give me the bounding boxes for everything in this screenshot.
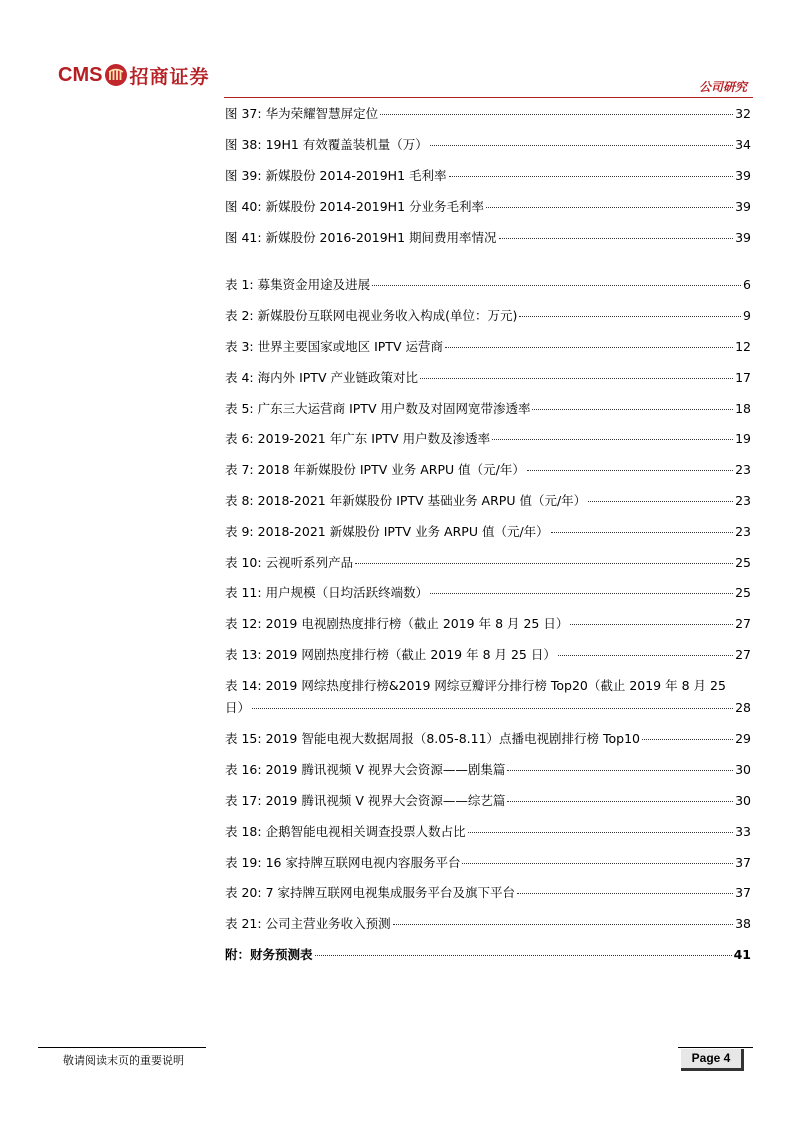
toc-entry-page: 23 bbox=[735, 493, 751, 508]
toc-entry-label: 表 15: 2019 智能电视大数据周报（8.05-8.11）点播电视剧排行榜 Top10 bbox=[225, 731, 640, 746]
toc-entry-label: 表 7: 2018 年新媒股份 IPTV 业务 ARPU 值（元/年） bbox=[225, 462, 525, 477]
toc-entry-label: 表 3: 世界主要国家或地区 IPTV 运营商 bbox=[225, 339, 443, 354]
toc-entry[interactable] bbox=[225, 729, 751, 749]
toc-entry[interactable] bbox=[225, 337, 751, 357]
toc-entry-page: 28 bbox=[735, 700, 751, 715]
dot-leader bbox=[420, 378, 733, 379]
toc-entry-page: 39 bbox=[735, 168, 751, 183]
cms-logo bbox=[58, 60, 209, 90]
toc-entry-label-line2: 日） bbox=[225, 700, 251, 715]
toc-entry-page: 30 bbox=[735, 793, 751, 808]
toc-entry-appendix[interactable] bbox=[225, 945, 751, 965]
dot-leader bbox=[519, 316, 741, 317]
toc-entry-multiline[interactable] bbox=[225, 676, 751, 720]
toc-entry-page: 37 bbox=[735, 855, 751, 870]
toc-entry-label: 表 19: 16 家持牌互联网电视内容服务平台 bbox=[225, 855, 461, 870]
toc-entry-page: 27 bbox=[735, 616, 751, 631]
toc-entry[interactable] bbox=[225, 228, 751, 248]
toc-entry-label: 图 37: 华为荣耀智慧屏定位 bbox=[225, 106, 379, 121]
toc-entry[interactable] bbox=[225, 883, 751, 903]
dot-leader bbox=[372, 285, 741, 286]
dot-leader bbox=[527, 470, 733, 471]
dot-leader bbox=[380, 114, 733, 115]
toc-entry-label: 图 41: 新媒股份 2016-2019H1 期间费用率情况 bbox=[225, 230, 497, 245]
dot-leader bbox=[486, 207, 733, 208]
toc-entry-page: 37 bbox=[735, 885, 751, 900]
page-number-badge: Page 4 bbox=[681, 1049, 744, 1071]
toc-entry-label: 表 5: 广东三大运营商 IPTV 用户数及对固网宽带渗透率 bbox=[225, 401, 531, 416]
toc-entry-label: 表 18: 企鹅智能电视相关调查投票人数占比 bbox=[225, 824, 466, 839]
toc-entry[interactable] bbox=[225, 645, 751, 665]
footer-divider-right bbox=[678, 1047, 753, 1048]
header-divider bbox=[224, 97, 753, 98]
toc-entry[interactable] bbox=[225, 197, 751, 217]
toc-entry[interactable] bbox=[225, 614, 751, 634]
dot-leader bbox=[532, 409, 733, 410]
toc-entry[interactable] bbox=[225, 399, 751, 419]
toc-entry-page: 33 bbox=[735, 824, 751, 839]
toc-entry-page: 39 bbox=[735, 230, 751, 245]
dot-leader bbox=[507, 801, 733, 802]
toc-entry-page: 41 bbox=[733, 947, 751, 962]
dot-leader bbox=[551, 532, 733, 533]
dot-leader bbox=[430, 145, 733, 146]
toc-entry-label: 图 38: 19H1 有效覆盖装机量（万） bbox=[225, 137, 428, 152]
dot-leader bbox=[570, 624, 733, 625]
dot-leader bbox=[558, 655, 733, 656]
toc-entry-page: 25 bbox=[735, 555, 751, 570]
toc-entry[interactable] bbox=[225, 368, 751, 388]
toc-entry-page: 30 bbox=[735, 762, 751, 777]
toc-entry[interactable] bbox=[225, 491, 751, 511]
dot-leader bbox=[507, 770, 733, 771]
toc-entry-page: 39 bbox=[735, 199, 751, 214]
toc-entry-label: 图 40: 新媒股份 2014-2019H1 分业务毛利率 bbox=[225, 199, 484, 214]
logo-chinese-text: 招商证券 bbox=[129, 65, 210, 88]
toc-entry[interactable] bbox=[225, 853, 751, 873]
toc-entry-page: 9 bbox=[743, 308, 751, 323]
toc-entry[interactable] bbox=[225, 791, 751, 811]
dot-leader bbox=[315, 955, 732, 956]
toc-entry-label: 表 8: 2018-2021 年新媒股份 IPTV 基础业务 ARPU 值（元/年） bbox=[225, 493, 587, 508]
toc-entry-page: 23 bbox=[735, 462, 751, 477]
toc-entry-page: 6 bbox=[743, 277, 751, 292]
toc-entry-label: 表 9: 2018-2021 新媒股份 IPTV 业务 ARPU 值（元/年） bbox=[225, 524, 549, 539]
dot-leader bbox=[430, 593, 733, 594]
page-header bbox=[38, 58, 753, 102]
toc-entry-page: 12 bbox=[735, 339, 751, 354]
toc-entry[interactable] bbox=[225, 522, 751, 542]
toc-entry-label: 表 20: 7 家持牌互联网电视集成服务平台及旗下平台 bbox=[225, 885, 515, 900]
dot-leader bbox=[499, 238, 734, 239]
toc-entry-label: 表 11: 用户规模（日均活跃终端数） bbox=[225, 585, 429, 600]
section-label: 公司研究 bbox=[698, 80, 747, 94]
toc-entry-label: 表 12: 2019 电视剧热度排行榜（截止 2019 年 8 月 25 日） bbox=[225, 616, 569, 631]
disclaimer-note: 敬请阅读末页的重要说明 bbox=[63, 1054, 184, 1067]
toc-entry-page: 19 bbox=[735, 431, 751, 446]
toc-entry[interactable] bbox=[225, 104, 751, 124]
toc-entry-page: 17 bbox=[735, 370, 751, 385]
toc-entry-label: 附：财务预测表 bbox=[225, 947, 313, 962]
toc-entry-page: 27 bbox=[735, 647, 751, 662]
toc-entry-label-line1: 表 14: 2019 网综热度排行榜&2019 网综豆瓣评分排行榜 Top20（截止 2019 年 8 月 25 bbox=[225, 678, 726, 693]
dot-leader bbox=[355, 563, 733, 564]
logo-emblem-icon bbox=[105, 64, 127, 86]
dot-leader bbox=[393, 924, 734, 925]
dot-leader bbox=[468, 832, 734, 833]
toc-entry[interactable] bbox=[225, 135, 751, 155]
toc-entry-label: 表 10: 云视听系列产品 bbox=[225, 555, 354, 570]
toc-entry[interactable] bbox=[225, 914, 751, 934]
toc-entry-page: 25 bbox=[735, 585, 751, 600]
logo-latin-text: CMS bbox=[58, 63, 103, 86]
toc-entry[interactable] bbox=[225, 583, 751, 603]
toc-entry-page: 34 bbox=[735, 137, 751, 152]
toc-entry-page: 23 bbox=[735, 524, 751, 539]
toc-entry[interactable] bbox=[225, 760, 751, 780]
toc-entry[interactable] bbox=[225, 275, 751, 295]
footer-divider-left bbox=[38, 1047, 206, 1048]
dot-leader bbox=[462, 863, 733, 864]
toc-entry[interactable] bbox=[225, 166, 751, 186]
toc-entry-label: 表 13: 2019 网剧热度排行榜（截止 2019 年 8 月 25 日） bbox=[225, 647, 556, 662]
toc-entry-label: 表 4: 海内外 IPTV 产业链政策对比 bbox=[225, 370, 418, 385]
toc-entry[interactable] bbox=[225, 822, 751, 842]
toc-entry[interactable] bbox=[225, 429, 751, 449]
dot-leader bbox=[252, 708, 733, 709]
dot-leader bbox=[642, 739, 733, 740]
toc-entry-label: 表 2: 新媒股份互联网电视业务收入构成(单位：万元) bbox=[225, 308, 518, 323]
dot-leader bbox=[449, 176, 734, 177]
toc-entry-label: 表 6: 2019-2021 年广东 IPTV 用户数及渗透率 bbox=[225, 431, 491, 446]
toc-entry-label: 表 16: 2019 腾讯视频 V 视界大会资源——剧集篇 bbox=[225, 762, 506, 777]
toc-entry-page: 18 bbox=[735, 401, 751, 416]
toc-entry[interactable] bbox=[225, 460, 751, 480]
toc-entry-label: 表 21: 公司主营业务收入预测 bbox=[225, 916, 391, 931]
dot-leader bbox=[517, 893, 733, 894]
toc-entry-label: 图 39: 新媒股份 2014-2019H1 毛利率 bbox=[225, 168, 447, 183]
toc-entry-label: 表 1: 募集资金用途及进展 bbox=[225, 277, 371, 292]
toc-entry-page: 38 bbox=[735, 916, 751, 931]
dot-leader bbox=[445, 347, 733, 348]
toc-entry-label: 表 17: 2019 腾讯视频 V 视界大会资源——综艺篇 bbox=[225, 793, 506, 808]
toc-entry-page: 29 bbox=[735, 731, 751, 746]
toc-entry[interactable] bbox=[225, 306, 751, 326]
toc-entry-page: 32 bbox=[735, 106, 751, 121]
dot-leader bbox=[492, 439, 733, 440]
toc-entry[interactable] bbox=[225, 553, 751, 573]
dot-leader bbox=[588, 501, 733, 502]
